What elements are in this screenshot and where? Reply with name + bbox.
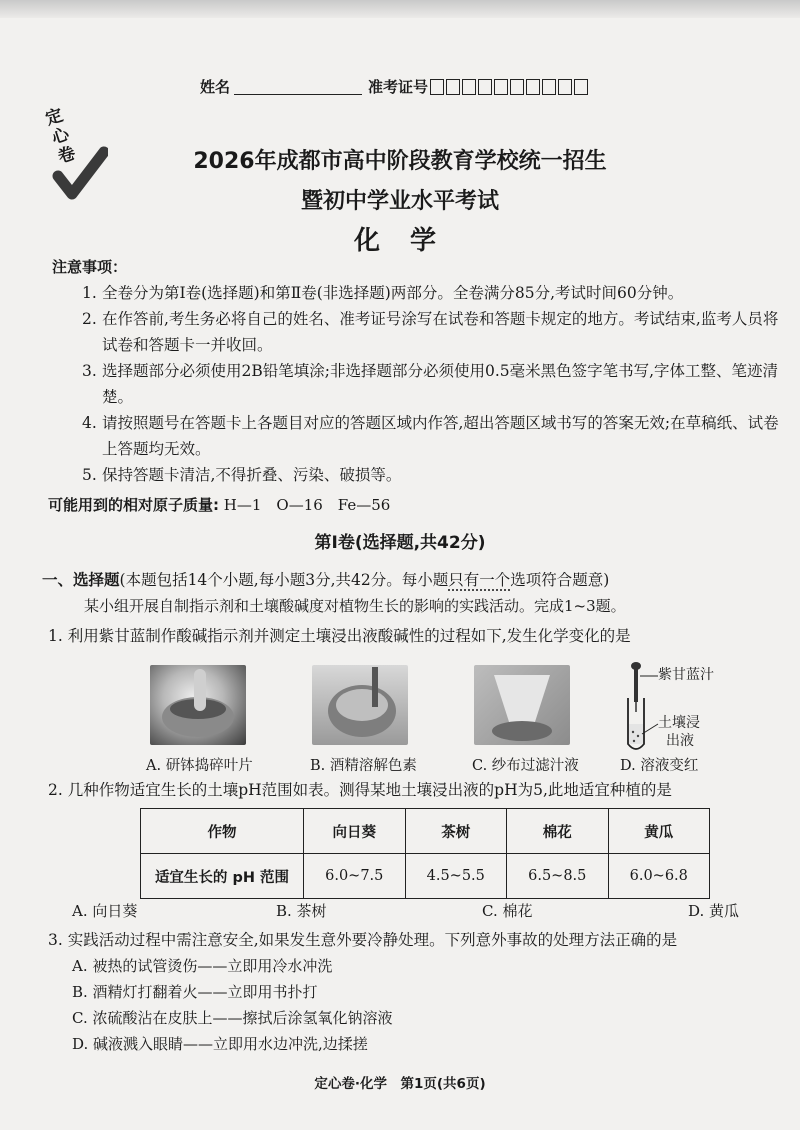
question-3-stem: 3. 实践活动过程中需注意安全,如果发生意外要冷静处理。下列意外事故的处理方法正确的是 — [48, 931, 678, 949]
name-label: 姓名 — [200, 78, 231, 96]
section-heading — [42, 568, 609, 590]
exam-id-box — [526, 79, 540, 95]
q2-option-b[interactable]: B. 茶树 — [276, 902, 327, 920]
notice-item-text: 在作答前,考生务必将自己的姓名、准考证号涂写在试卷和答题卡规定的地方。考试结束,监考人员将试卷和答题卡一并收回。 — [102, 310, 779, 354]
notice-item-number: 3. — [82, 362, 97, 380]
notice-item-text: 全卷分为第Ⅰ卷(选择题)和第Ⅱ卷(非选择题)两部分。全卷满分85分,考试时间60分钟。 — [102, 284, 684, 302]
exam-id-box — [462, 79, 476, 95]
ph-range-table — [140, 808, 710, 899]
section-note-a: (本题包括14个小题,每小题3分,共42分。每小题 — [119, 571, 449, 589]
name-blank — [234, 78, 362, 95]
table-cell: 6.0~6.8 — [608, 854, 710, 899]
atomic-mass-values: H—1 O—16 Fe—56 — [223, 496, 391, 514]
table-row — [141, 854, 710, 899]
diagram-label-soil-1: 土壤浸 — [658, 715, 700, 731]
emphasized-text: 只有一个 — [448, 571, 511, 589]
section-intro: 某小组开展自制指示剂和土壤酸碱度对植物生长的影响的实践活动。完成1~3题。 — [84, 597, 626, 615]
test-tube-diagram — [620, 662, 660, 754]
exam-id-box — [574, 79, 588, 95]
q2-option-c[interactable]: C. 棉花 — [482, 902, 533, 920]
exam-subtitle: 暨初中学业水平考试 — [300, 189, 499, 214]
table-header-row — [141, 809, 710, 854]
notice-item — [82, 462, 782, 488]
q1-option-d[interactable]: D. 溶液变红 — [620, 758, 699, 774]
exam-id-box — [542, 79, 556, 95]
question-1-stem: 1. 利用紫甘蓝制作酸碱指示剂并测定土壤浸出液酸碱性的过程如下,发生化学变化的是 — [48, 627, 631, 645]
q3-option-a[interactable]: A. 被热的试管烫伤——立即用冷水冲洗 — [72, 957, 333, 975]
part1-title: 第Ⅰ卷(选择题,共42分) — [314, 533, 486, 553]
exam-id-label: 准考证号 — [368, 78, 429, 96]
q3-option-d[interactable]: D. 碱液溅入眼睛——立即用水边冲洗,边揉搓 — [72, 1035, 368, 1053]
exam-id-box — [446, 79, 460, 95]
notice-item — [82, 358, 782, 410]
notice-item-number: 1. — [82, 284, 97, 302]
q2-option-d[interactable]: D. 黄瓜 — [688, 902, 740, 920]
table-header-cell: 茶树 — [405, 809, 507, 854]
table-cell: 6.0~7.5 — [304, 854, 406, 899]
scan-top-band — [0, 0, 800, 18]
q2-option-a[interactable]: A. 向日葵 — [72, 902, 138, 920]
notice-item — [82, 306, 782, 358]
exam-id-box — [510, 79, 524, 95]
table-header-cell: 棉花 — [507, 809, 609, 854]
subject-title: 化学 — [353, 226, 466, 256]
exam-id-box — [494, 79, 508, 95]
notice-heading: 注意事项： — [52, 258, 128, 276]
notice-item-text: 请按照题号在答题卡上各题目对应的答题区域内作答,超出答题区域书写的答案无效;在草稿纸、试卷上答题均无效。 — [102, 414, 779, 458]
q1-option-b[interactable]: B. 酒精溶解色素 — [310, 758, 417, 774]
notice-item — [82, 280, 782, 306]
notice-item — [82, 410, 782, 462]
notice-item-number: 5. — [82, 466, 97, 484]
table-header-cell: 作物 — [141, 809, 304, 854]
table-row-label: 适宜生长的 pH 范围 — [141, 854, 304, 899]
q1-option-a[interactable]: A. 研钵捣碎叶片 — [146, 758, 253, 774]
question-2-stem: 2. 几种作物适宜生长的土壤pH范围如表。测得某地土壤浸出液的pH为5,此地适宜种植的是 — [48, 781, 672, 799]
mortar-photo — [150, 665, 246, 745]
exam-id-box — [558, 79, 572, 95]
exam-id-box — [478, 79, 492, 95]
exam-id-box — [430, 79, 444, 95]
filter-photo — [474, 665, 570, 745]
q1-option-c[interactable]: C. 纱布过滤汁液 — [472, 758, 579, 774]
section-head-label: 一、选择题 — [42, 571, 120, 589]
table-cell: 6.5~8.5 — [507, 854, 609, 899]
page-footer: 定心卷·化学 第1页(共6页) — [314, 1076, 486, 1092]
atomic-mass-line — [48, 494, 390, 515]
q3-option-b[interactable]: B. 酒精灯打翻着火——立即用书扑打 — [72, 983, 318, 1001]
section-note-b: 选项符合题意) — [510, 571, 610, 589]
notice-item-number: 4. — [82, 414, 97, 432]
table-cell: 4.5~5.5 — [405, 854, 507, 899]
section-note-emphasis — [448, 571, 510, 589]
diagram-label-soil-2: 出液 — [666, 733, 694, 749]
stamp-text: 定心卷 — [43, 105, 78, 168]
exam-id-boxes — [430, 79, 590, 95]
notice-item-text: 选择题部分必须使用2B铅笔填涂;非选择题部分必须使用0.5毫米黑色签字笔书写,字体工整、笔迹清楚。 — [102, 362, 779, 406]
diagram-label-cabbage: 紫甘蓝汁 — [658, 667, 714, 683]
exam-title: 2026年成都市高中阶段教育学校统一招生 — [193, 149, 607, 174]
q3-option-c[interactable]: C. 浓硫酸沾在皮肤上——擦拭后涂氢氧化钠溶液 — [72, 1009, 393, 1027]
table-header-cell: 黄瓜 — [608, 809, 710, 854]
notice-item-number: 2. — [82, 310, 97, 328]
candidate-info-line — [200, 76, 590, 97]
atomic-mass-label: 可能用到的相对原子质量: — [48, 496, 219, 514]
beaker-photo — [312, 665, 408, 745]
table-header-cell: 向日葵 — [304, 809, 406, 854]
notice-item-text: 保持答题卡清洁,不得折叠、污染、破损等。 — [102, 466, 402, 484]
